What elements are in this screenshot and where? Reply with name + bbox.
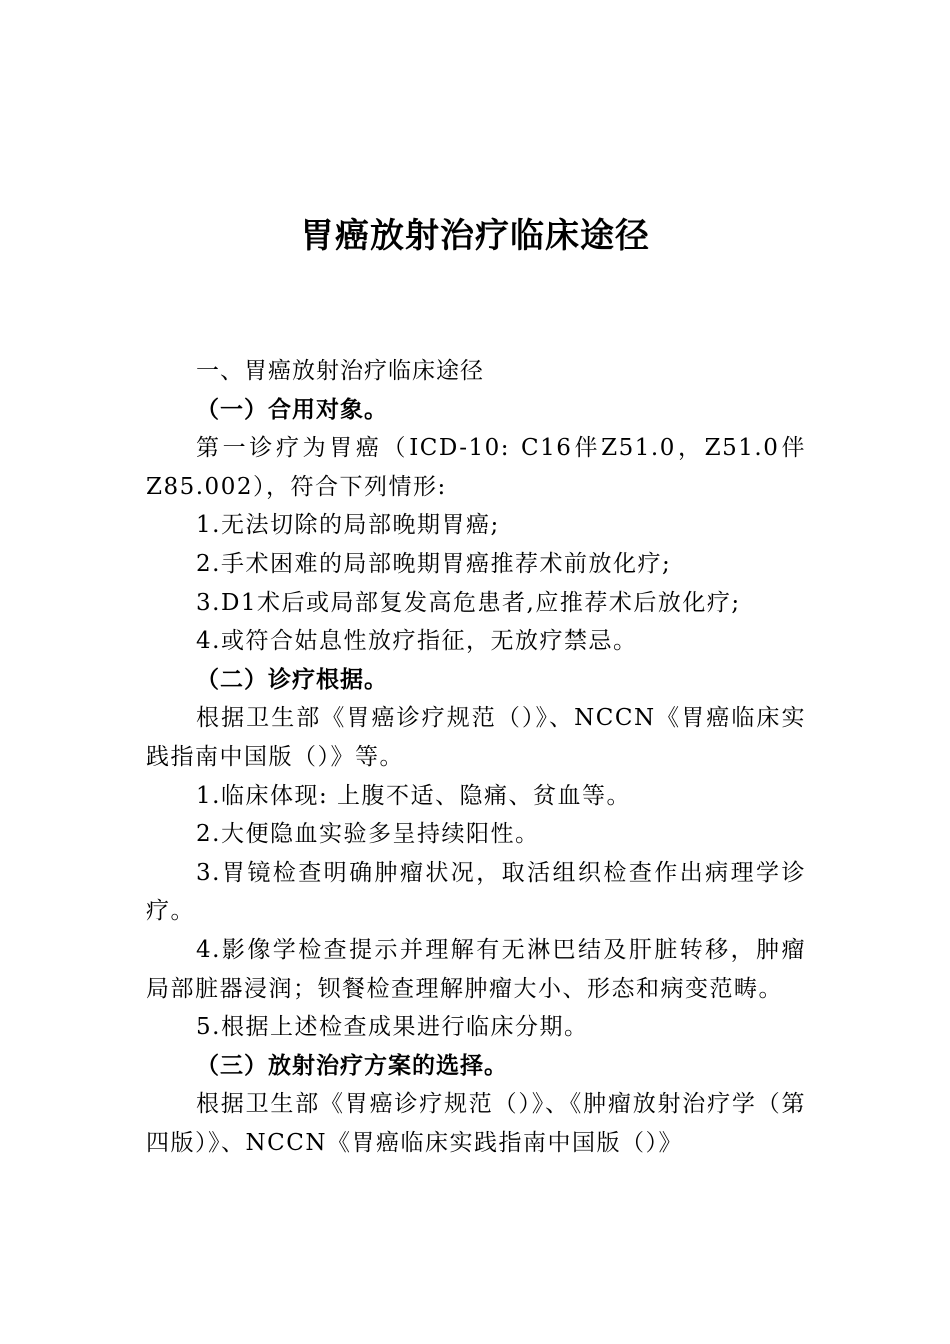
list-item: 1.无法切除的局部晚期胃癌; — [196, 512, 500, 539]
document-body — [146, 352, 806, 1162]
subsection-heading-diagnostic-basis: （二）诊疗根据。 — [196, 666, 388, 693]
paragraph-plan-intro: 根据卫生部《胃癌诊疗规范（）》、《肿瘤放射治疗学（第四版）》、NCCN《胃癌临床实践指南中国版（）》 — [146, 1091, 806, 1156]
list-item: 3.胃镜检查明确肿瘤状况，取活组织检查作出病理学诊疗。 — [146, 859, 806, 925]
subsection-heading-treatment-plan: （三）放射治疗方案的选择。 — [196, 1052, 508, 1079]
subsection-heading-applicable-objects: （一）合用对象。 — [196, 396, 388, 423]
document-title: 胃癌放射治疗临床途径 — [300, 216, 650, 256]
list-item: 2.大便隐血实验多呈持续阳性。 — [196, 821, 540, 848]
list-item: 5.根据上述检查成果进行临床分期。 — [196, 1014, 589, 1041]
list-item: 1.临床体现: 上腹不适、隐痛、贫血等。 — [196, 782, 632, 809]
paragraph-diagnosis-intro: 第一诊疗为胃癌（ICD-10: C16伴Z51.0，Z51.0伴Z85.002），符合下列情形: — [146, 435, 806, 500]
list-item: 3.D1术后或局部复发高危患者,应推荐术后放化疗; — [196, 589, 741, 616]
list-item: 4.影像学检查提示并理解有无淋巴结及肝脏转移，肿瘤局部脏器浸润；钡餐检查理解肿瘤大小、形态和病变范畴。 — [146, 936, 806, 1002]
paragraph-basis-intro: 根据卫生部《胃癌诊疗规范（）》、NCCN《胃癌临床实践指南中国版（）》等。 — [146, 705, 806, 770]
section-heading: 一、胃癌放射治疗临床途径 — [196, 358, 484, 384]
list-item: 4.或符合姑息性放疗指征，无放疗禁忌。 — [196, 628, 638, 655]
list-item: 2.手术困难的局部晚期胃癌推荐术前放化疗; — [196, 550, 672, 577]
